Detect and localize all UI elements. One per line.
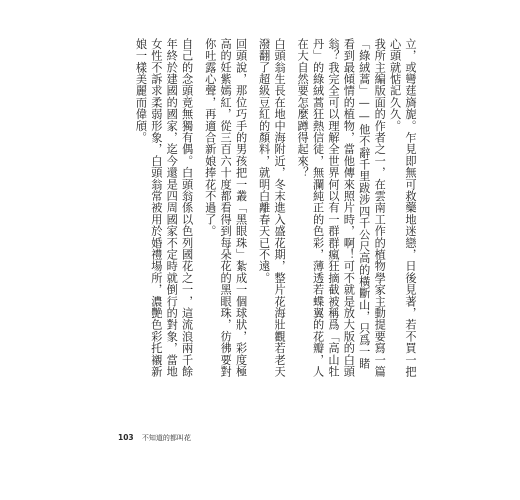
- page-number: 103: [118, 433, 134, 442]
- book-title: 不知道的都叫花: [141, 434, 191, 442]
- paragraph-1: 立，或彎莛旖旎。乍見即無可救藥地迷戀，日後見著，若不買一把心頭就惦記久久。: [388, 38, 417, 378]
- page-footer: [118, 433, 191, 443]
- paragraph-3: 白頭翁生長在地中海附近，冬末進入盛花期，整片花海壯觀若老天潑翻了超級豆紅的顏料，就明白離春天已不遠。: [257, 38, 287, 378]
- paragraph-2: 我所主編版面的作者之一，在雲南工作的植物學家主動提要寫一篇「綠絨蒿」——他不辭千里跋涉四千公尺高的橫斷山，只爲一睹看到最傾情的植物，當他傳來照片時，啊！可不就是放大版的白頭翁？我完全可以理解全世界何以有一群群瘋狂摘截被稱爲「高山牡丹」的綠絨蒿狂熱信徒，無瀾純正的色彩，薄透若蝶翼的花瓣，人在大自然要怎麼蹲得起來？: [296, 38, 387, 378]
- paragraph-5: 自己的念頭竟無獨有偶。白頭翁係以色列國花之一，這流浪兩千餘年終於建國的國家，迄今還是四周國家不定時就倒行的對象，當地女性不訴求柔弱形象，白頭翁常被用於婚禮場所，濃艷色彩托襯新娘一樣美麗而偉頎。: [134, 38, 194, 378]
- vertical-text-block: [118, 38, 418, 380]
- paragraph-4: 回頭說，那位巧手的男孩把一叢「黑眼珠」紮成一個球狀，彩度極高的妊紫嫣紅，從三百六十度都看得到每朵花的黑眼珠，彷彿要對你吐露心聲，再適合新娘捧花不過了。: [203, 38, 248, 378]
